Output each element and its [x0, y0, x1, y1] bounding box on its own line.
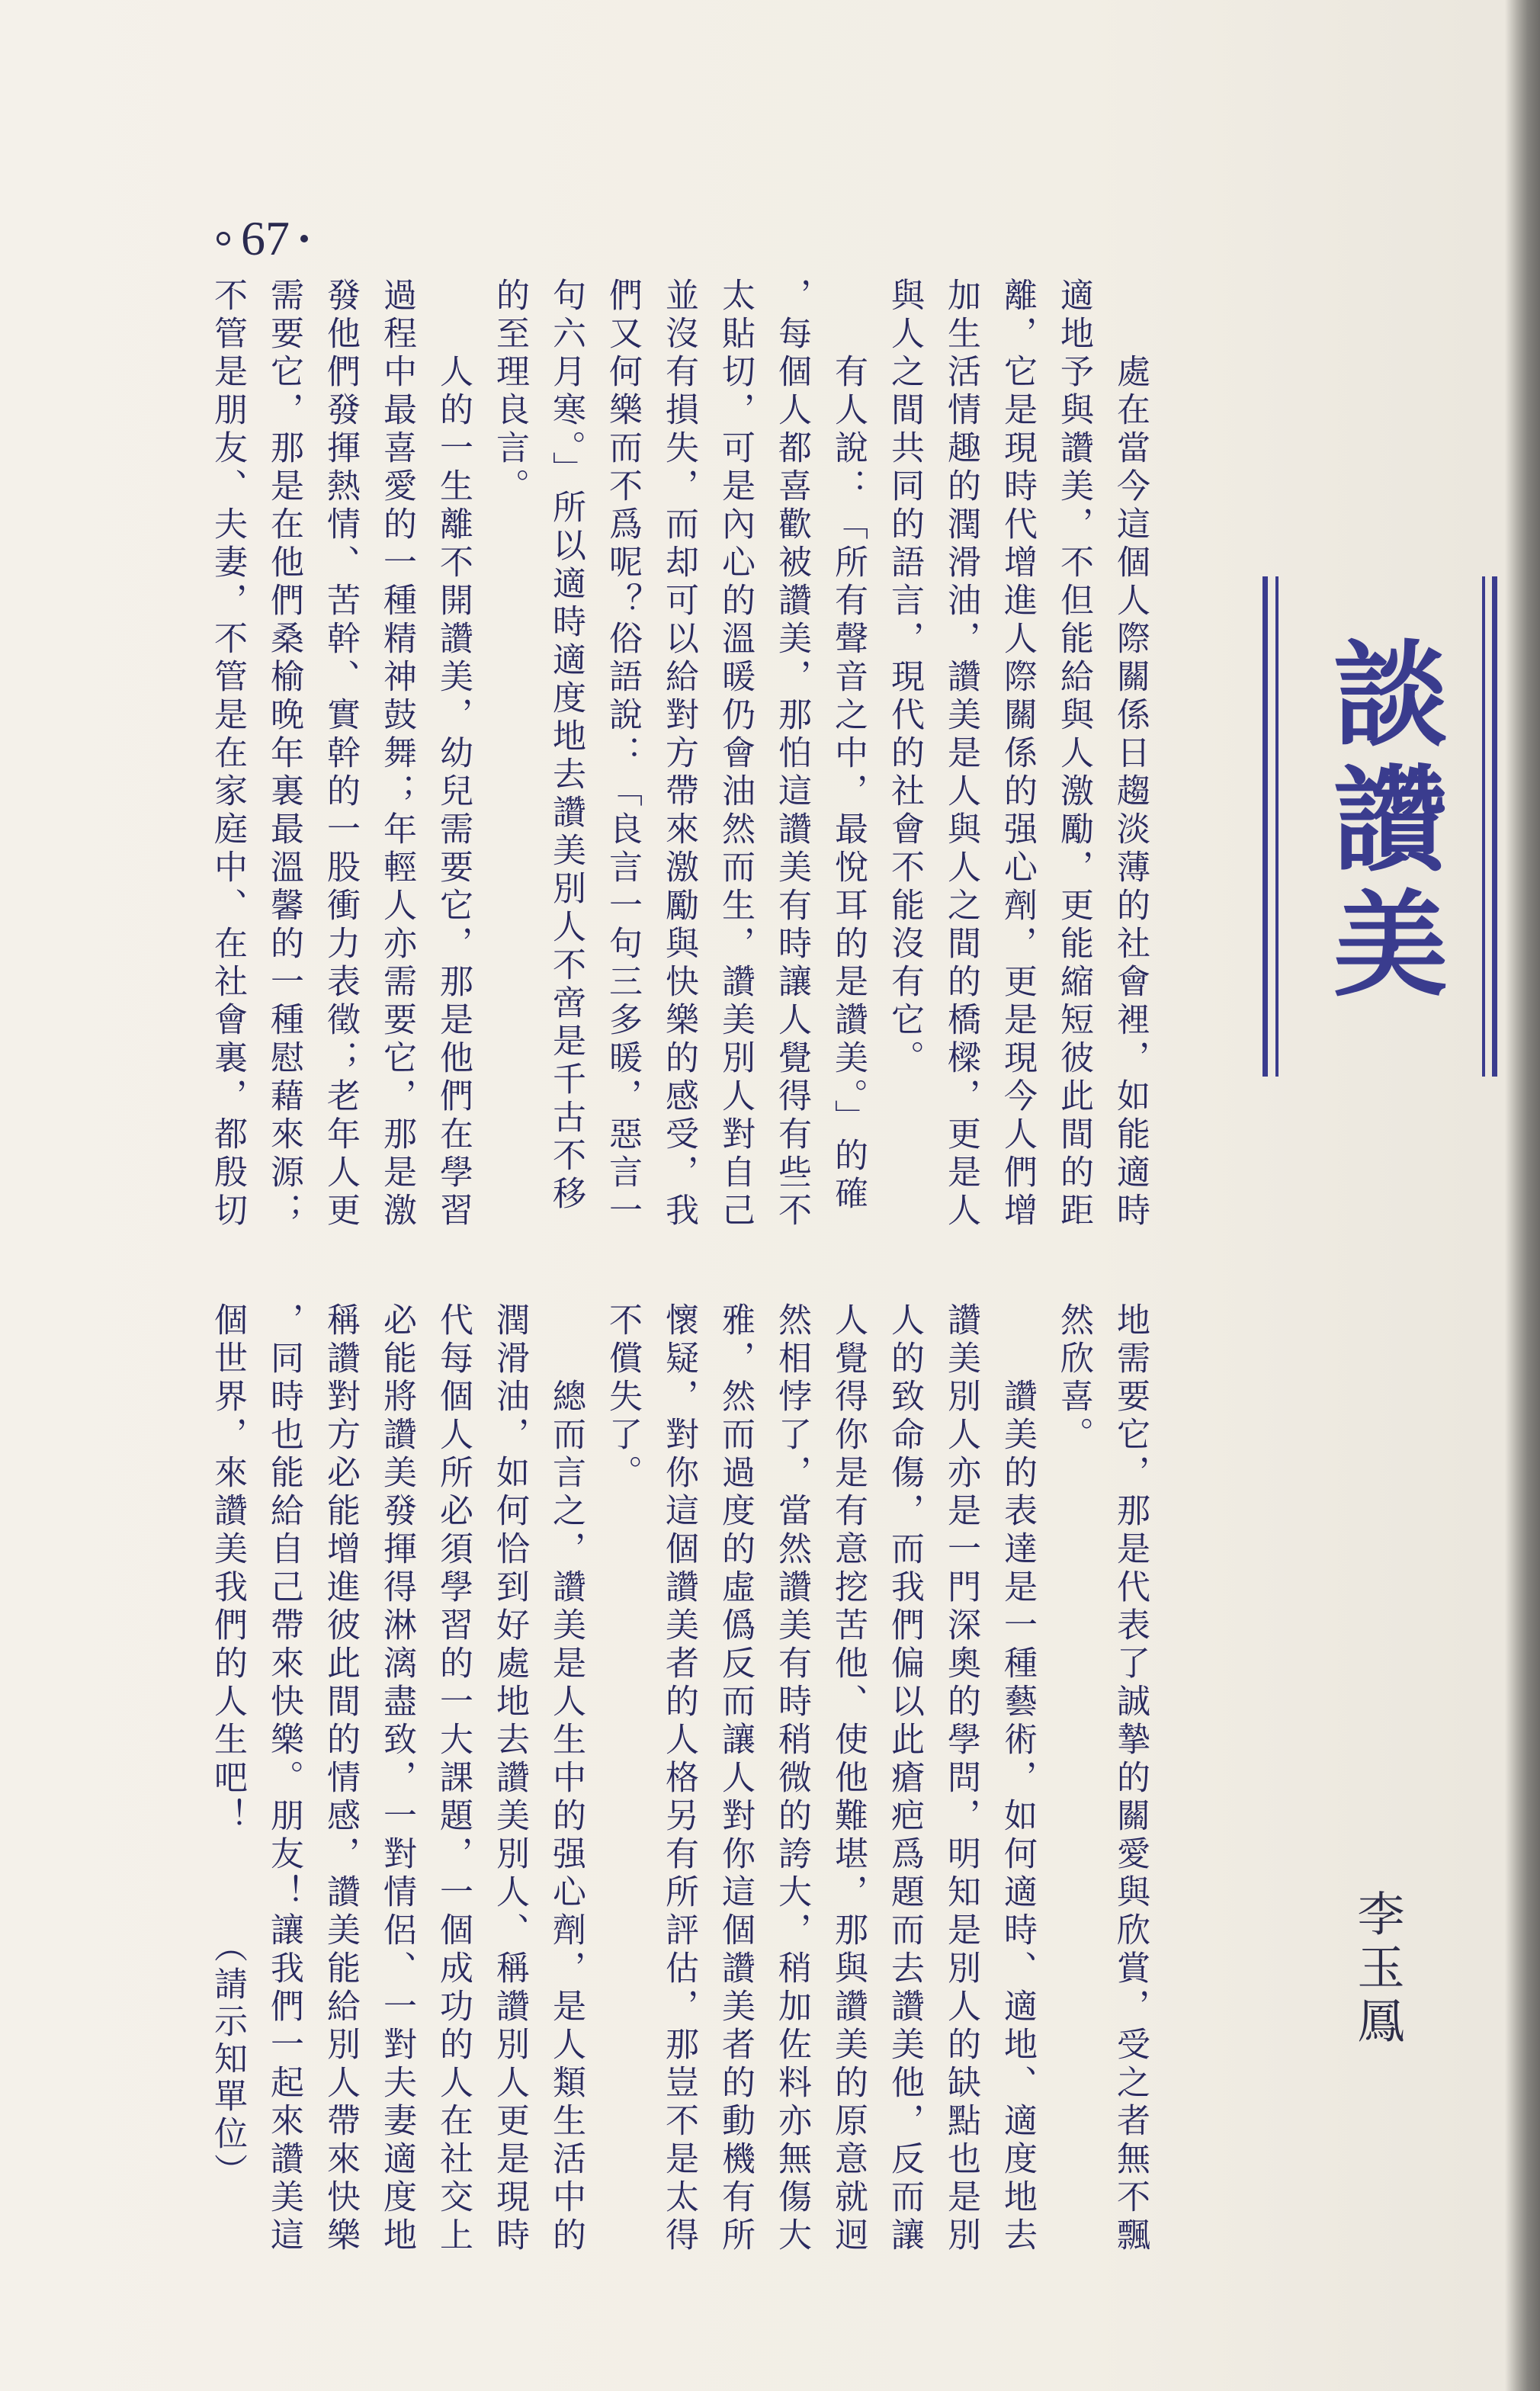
page-number: [217, 213, 308, 264]
text-column: 適地予與讚美，不但能給與人激勵，更能縮短彼此間的距: [1054, 278, 1093, 1231]
paragraph: [1045, 1302, 1158, 2264]
author-name: 李玉鳳: [1349, 1889, 1405, 2049]
text-column: 代每個人所必須學習的一大課題，一個成功的人在社交上: [434, 1302, 473, 2255]
text-column: 的至理良言。: [490, 278, 529, 506]
dot-ornament-icon: [300, 235, 308, 242]
text-column: 然相悖了，當然讚美有時稍微的誇大，稍加佐料亦無傷大: [772, 1302, 811, 2255]
text-column: 總而言之，讚美是人生中的强心劑，是人類生活中的: [547, 1378, 586, 2255]
text-column: ，每個人都喜歡被讚美，那怕這讚美有時讓人覺得有些不: [772, 278, 811, 1231]
text-column: 稱讚對方必能增進彼此間的情感，讚美能給別人帶來快樂: [321, 1302, 360, 2255]
text-column: 離，它是現時代增進人際關係的强心劑，更是現今人們增: [998, 278, 1037, 1231]
text-column: 加生活情趣的潤滑油，讚美是人與人之間的橋樑，更是人: [942, 278, 980, 1231]
text-column: 然欣喜。: [1054, 1302, 1093, 1455]
article-title: 談讚美: [1314, 634, 1446, 1009]
text-column: 人的致命傷，而我們偏以此瘡疤爲題而去讚美他，反而讓: [885, 1302, 924, 2255]
paragraph: [481, 278, 876, 1240]
page-number-text: 67: [241, 211, 290, 265]
text-column: 讚美別人亦是一門深奧的學問，明知是別人的缺點也是別: [942, 1302, 980, 2255]
text-column: 發他們發揮熱情、苦幹、實幹的一股衝力表徵；老年人更: [321, 278, 360, 1231]
text-column: 必能將讚美發揮得淋漓盡致，一對情侶、一對夫妻適度地: [377, 1302, 416, 2255]
text-column: 不償失了。: [603, 1302, 642, 1493]
text-column: 太貼切，可是內心的溫暖仍會油然而生，讚美別人對自己: [716, 278, 755, 1231]
paragraph: [594, 1302, 1045, 2264]
text-column: 需要它，那是在他們桑榆晚年裏最溫馨的一種慰藉來源；: [265, 278, 303, 1231]
title-rule-right-outer: [1492, 576, 1497, 1077]
text-column: 個世界，來讚美我們的人生吧！: [208, 1302, 247, 1836]
text-column: 雅，然而過度的虛僞反而讓人對你這個讚美者的動機有所: [716, 1302, 755, 2255]
text-column: ，同時也能給自己帶來快樂。朋友！讓我們一起來讚美這: [265, 1302, 303, 2255]
title-rule-left-outer: [1262, 576, 1268, 1077]
text-column: 人覺得你是有意挖苦他、使他難堪，那與讚美的原意就迥: [829, 1302, 868, 2255]
text-column: 有人說：「所有聲音之中，最悅耳的是讚美。」的確: [829, 354, 868, 1214]
text-column: 不管是朋友、夫妻，不管是在家庭中、在社會裏，都殷切: [208, 278, 247, 1231]
source-note: （請示知單位）: [208, 1929, 247, 2190]
text-column: 潤滑油，如何恰到好處地去讚美別人、稱讚別人更是現時: [490, 1302, 529, 2255]
text-column: 句六月寒。」所以適時適度地去讚美別人不啻是千古不移: [547, 278, 586, 1214]
text-column: 地需要它，那是代表了誠摯的關愛與欣賞，受之者無不飄: [1111, 1302, 1150, 2255]
title-rule-left-inner: [1275, 576, 1279, 1077]
page-binding-shadow: [1505, 0, 1540, 2391]
text-column: 與人之間共同的語言，現代的社會不能沒有它。: [885, 278, 924, 1078]
paragraph: [876, 278, 1158, 1240]
ring-ornament-icon: [217, 232, 230, 246]
paragraph: [199, 278, 481, 1240]
text-column: 人的一生離不開讚美，幼兒需要它，那是他們在學習: [434, 354, 473, 1231]
text-column: 們又何樂而不爲呢？俗語說：「良言一句三多暖，惡言一: [603, 278, 642, 1231]
text-column: 懷疑，對你這個讚美者的人格另有所評估，那豈不是太得: [659, 1302, 698, 2255]
text-column: 處在當今這個人際關係日趨淡薄的社會裡，如能適時: [1111, 354, 1150, 1231]
title-rule-right-inner: [1482, 576, 1485, 1077]
article-body-lower: [199, 1302, 1158, 2264]
text-column: 並沒有損失，而却可以給對方帶來激勵與快樂的感受，我: [659, 278, 698, 1231]
paragraph: [199, 1302, 594, 2264]
text-column: 過程中最喜愛的一種精神鼓舞；年輕人亦需要它，那是激: [377, 278, 416, 1231]
text-column: 讚美的表達是一種藝術，如何適時、適地、適度地去: [998, 1378, 1037, 2255]
article-body-upper: [199, 278, 1158, 1240]
